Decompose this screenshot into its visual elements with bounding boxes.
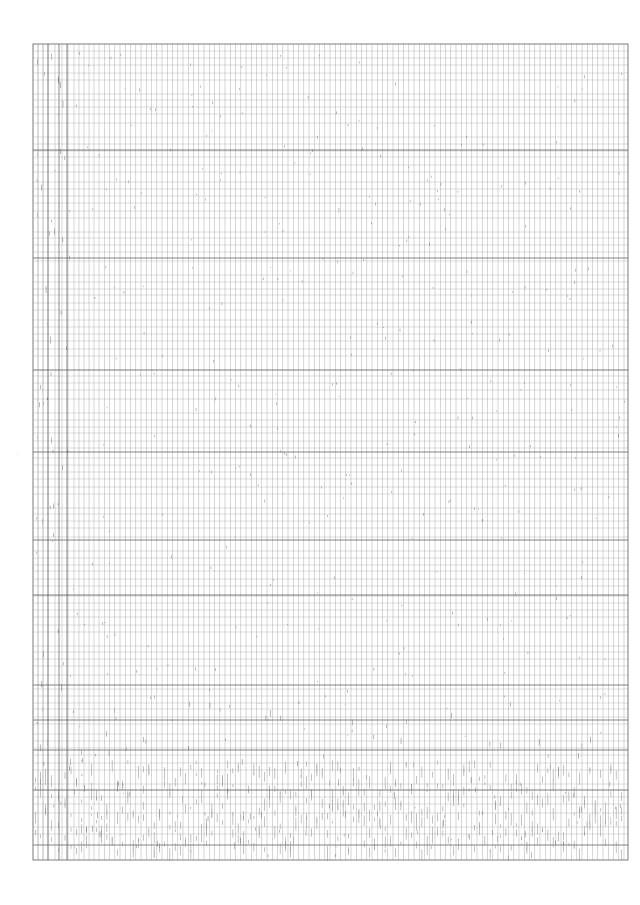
margin-mark: · (17, 452, 19, 457)
